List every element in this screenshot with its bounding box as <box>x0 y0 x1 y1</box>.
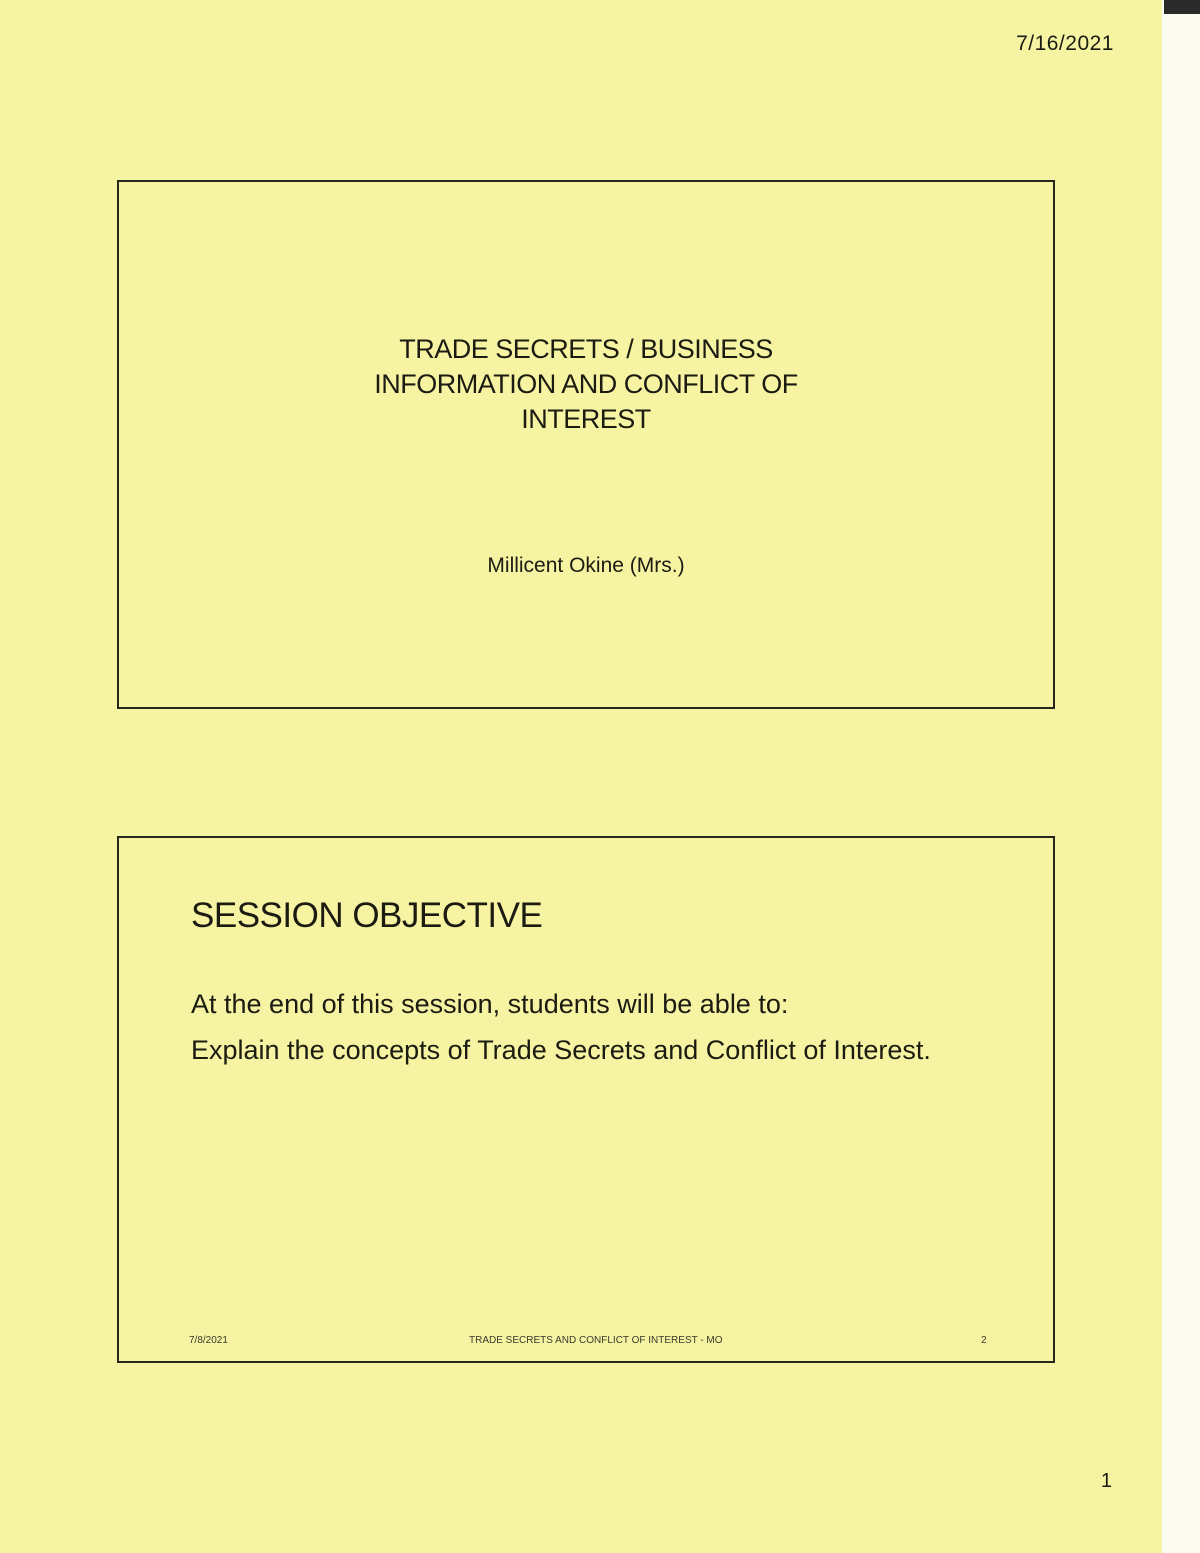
slide-session-objective <box>117 836 1055 1363</box>
presenter-name: Millicent Okine (Mrs.) <box>487 554 685 577</box>
page-number: 1 <box>1100 1470 1112 1492</box>
scan-corner-mark <box>1164 0 1200 14</box>
scan-margin <box>1162 0 1200 1553</box>
slide-footer-number: 2 <box>981 1335 987 1346</box>
slide-footer-date: 7/8/2021 <box>189 1335 228 1346</box>
slide-title <box>117 180 1055 709</box>
objective-text: Explain the concepts of Trade Secrets and Conflict of Interest. <box>191 1035 931 1065</box>
presentation-title: TRADE SECRETS / BUSINESS INFORMATION AND CONFLICT OF INTEREST <box>374 334 798 434</box>
slide-footer-title: TRADE SECRETS AND CONFLICT OF INTEREST - MO <box>469 1335 723 1346</box>
slide-heading: SESSION OBJECTIVE <box>191 896 543 935</box>
print-date: 7/16/2021 <box>1016 32 1114 55</box>
objective-intro: At the end of this session, students will be able to: <box>191 989 789 1019</box>
slide-body <box>191 986 991 1078</box>
